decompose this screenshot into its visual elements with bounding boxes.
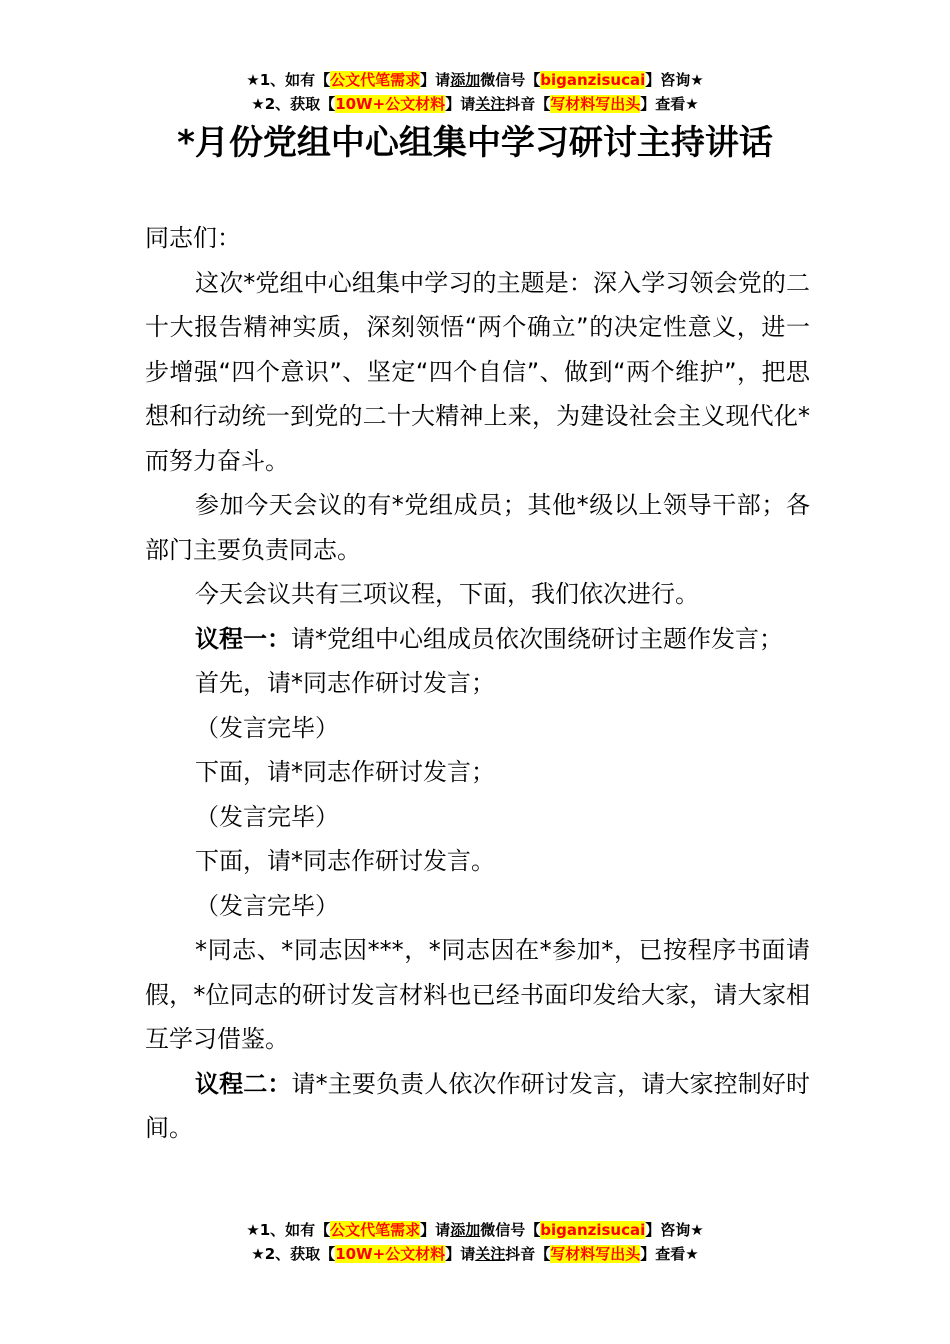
notice-text: 】查看★: [640, 95, 699, 113]
highlight-douyin-account: 写材料写出头: [550, 95, 641, 113]
document-title: *月份党组中心组集中学习研讨主持讲话: [177, 123, 773, 163]
highlight-wechat-id: biganzisucai: [540, 71, 646, 89]
notice-text: ★1、如有【: [246, 1221, 331, 1239]
notice-text: ★1、如有【: [246, 71, 331, 89]
notice-text: 】查看★: [640, 1245, 699, 1263]
header-notice: [0, 68, 950, 116]
speech-line: 首先，请*同志作研讨发言；: [195, 669, 495, 697]
underlined-text: 关注: [475, 1245, 506, 1263]
speech-line: 下面，请*同志作研讨发言。: [195, 847, 495, 875]
notice-text: 抖音【: [505, 95, 551, 113]
notice-text: 】咨询★: [645, 71, 704, 89]
notice-text: 】请: [420, 1221, 451, 1239]
underlined-text: 添加: [450, 1221, 481, 1239]
notice-text: ★2、获取【: [251, 1245, 336, 1263]
header-notice-line-2: [0, 92, 950, 116]
notice-text: 微信号【: [480, 1221, 541, 1239]
paragraph-theme: 这次*党组中心组集中学习的主题是：深入学习领会党的二十大报告精神实质，深刻领悟“两个确立”的决定性意义，进一步增强“四个意识”、坚定“四个自信”、做到“两个维护”，把思想和行动统一到党的二十大精神上来，为建设社会主义现代化*而努力奋斗。: [145, 268, 810, 475]
underlined-text: 关注: [475, 95, 506, 113]
speech-line: （发言完毕）: [195, 713, 339, 742]
highlight-wechat-id: biganzisucai: [540, 1221, 646, 1239]
paragraph-agenda-intro: 今天会议共有三项议程，下面，我们依次进行。: [195, 580, 699, 608]
paragraph-attendees: 参加今天会议的有*党组成员；其他*级以上领导干部；各部门主要负责同志。: [145, 491, 810, 564]
paragraph-leave-note: *同志、*同志因***，*同志因在*参加*，已按程序书面请假，*位同志的研讨发言材料也已经书面印发给大家，请大家相互学习借鉴。: [145, 936, 810, 1053]
footer-notice: [0, 1218, 950, 1266]
notice-text: ★2、获取【: [251, 95, 336, 113]
highlight-service: 公文代笔需求: [330, 1221, 421, 1239]
notice-text: 】咨询★: [645, 1221, 704, 1239]
notice-text: 】请: [445, 95, 476, 113]
header-notice-line-1: [0, 68, 950, 92]
notice-text: 抖音【: [505, 1245, 551, 1263]
agenda-1-text: 请*党组中心组成员依次围绕研讨主题作发言；: [291, 624, 783, 653]
agenda-item-2: [145, 1062, 810, 1151]
speech-line: （发言完毕）: [195, 891, 339, 920]
notice-text: 】请: [445, 1245, 476, 1263]
footer-notice-line-1: [0, 1218, 950, 1242]
agenda-2-text: 请*主要负责人依次作研讨发言，请大家控制好时间。: [145, 1069, 811, 1142]
agenda-item-1: [145, 617, 810, 662]
speech-line: 下面，请*同志作研讨发言；: [195, 758, 495, 786]
footer-notice-line-2: [0, 1242, 950, 1266]
highlight-materials: 10W+公文材料: [335, 95, 446, 113]
highlight-service: 公文代笔需求: [330, 71, 421, 89]
notice-text: 微信号【: [480, 71, 541, 89]
notice-text: 】请: [420, 71, 451, 89]
highlight-douyin-account: 写材料写出头: [550, 1245, 641, 1263]
highlight-materials: 10W+公文材料: [335, 1245, 446, 1263]
underlined-text: 添加: [450, 71, 481, 89]
document-body: [145, 216, 810, 1151]
speech-line: （发言完毕）: [195, 802, 339, 831]
agenda-1-label: 议程一：: [195, 624, 291, 653]
agenda-2-label: 议程二：: [195, 1069, 292, 1098]
salutation: 同志们：: [145, 224, 241, 252]
